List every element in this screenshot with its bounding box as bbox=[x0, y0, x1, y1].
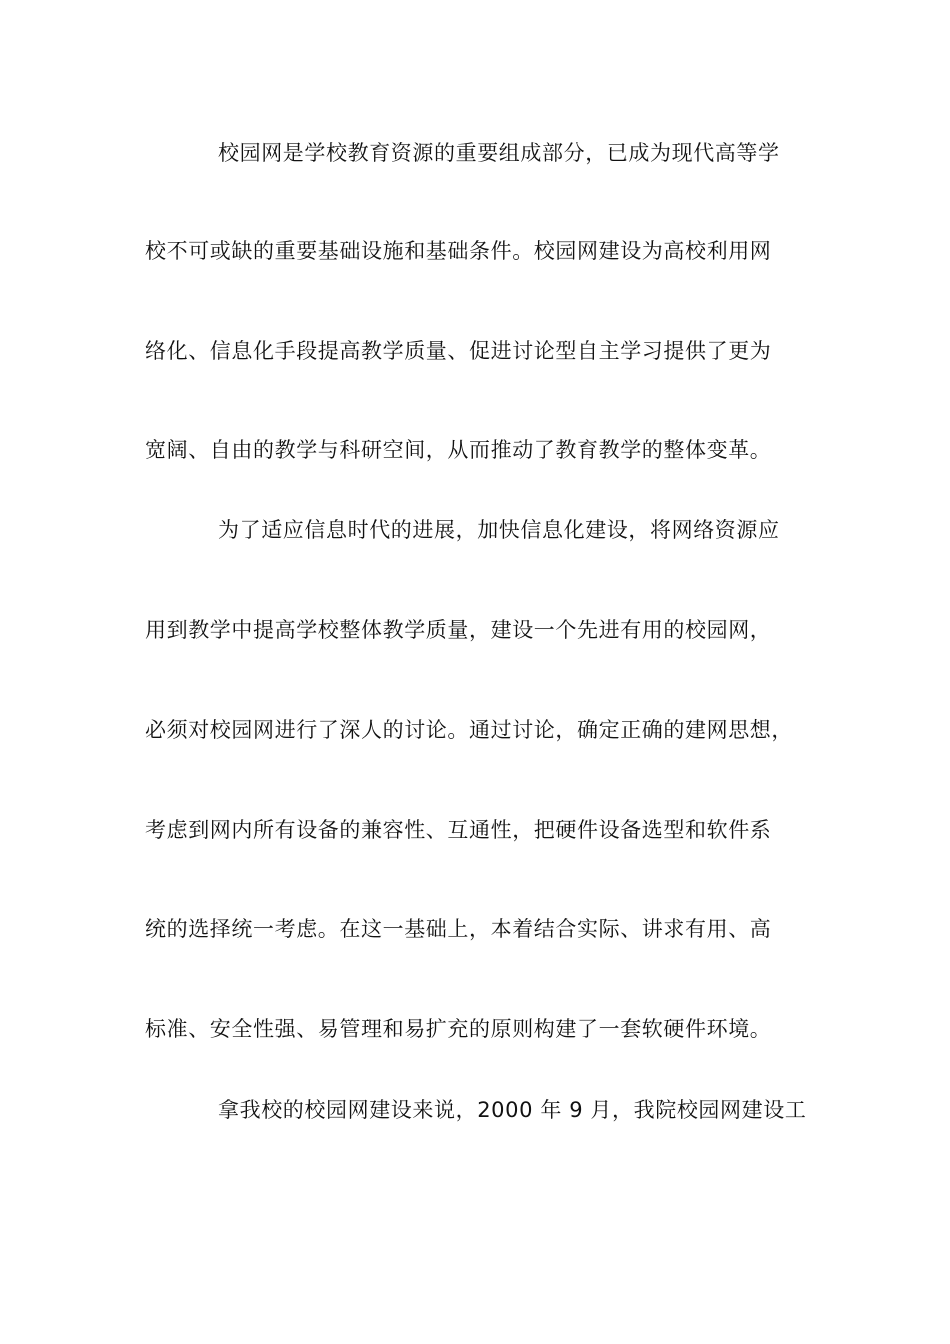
paragraph-2-line-2: 用到教学中提高学校整体教学质量，建设一个先进有用的校园网， bbox=[145, 618, 772, 642]
paragraph-2-line-5: 统的选择统一考虑。在这一基础上，本着结合实际、讲求有用、高 bbox=[145, 917, 772, 941]
paragraph-1-line-2: 校不可或缺的重要基础设施和基础条件。校园网建设为高校利用网 bbox=[145, 239, 772, 263]
paragraph-3-line-1: 拿我校的校园网建设来说，2000 年 9 月，我院校园网建设工 bbox=[218, 1098, 807, 1122]
paragraph-1-line-1: 校园网是学校教育资源的重要组成部分，已成为现代高等学 bbox=[218, 141, 780, 165]
paragraph-1-line-4: 宽阔、自由的教学与科研空间，从而推动了教育教学的整体变革。 bbox=[145, 438, 772, 462]
paragraph-1-line-3: 络化、信息化手段提高教学质量、促进讨论型自主学习提供了更为 bbox=[145, 339, 772, 363]
paragraph-2-line-6: 标准、安全性强、易管理和易扩充的原则构建了一套软硬件环境。 bbox=[145, 1017, 772, 1041]
paragraph-2-line-3: 必须对校园网进行了深人的讨论。通过讨论，确定正确的建网思想， bbox=[145, 718, 793, 742]
paragraph-2-line-1: 为了适应信息时代的进展，加快信息化建设，将网络资源应 bbox=[218, 518, 780, 542]
paragraph-2-line-4: 考虑到网内所有设备的兼容性、互通性，把硬件设备选型和软件系 bbox=[145, 818, 772, 842]
